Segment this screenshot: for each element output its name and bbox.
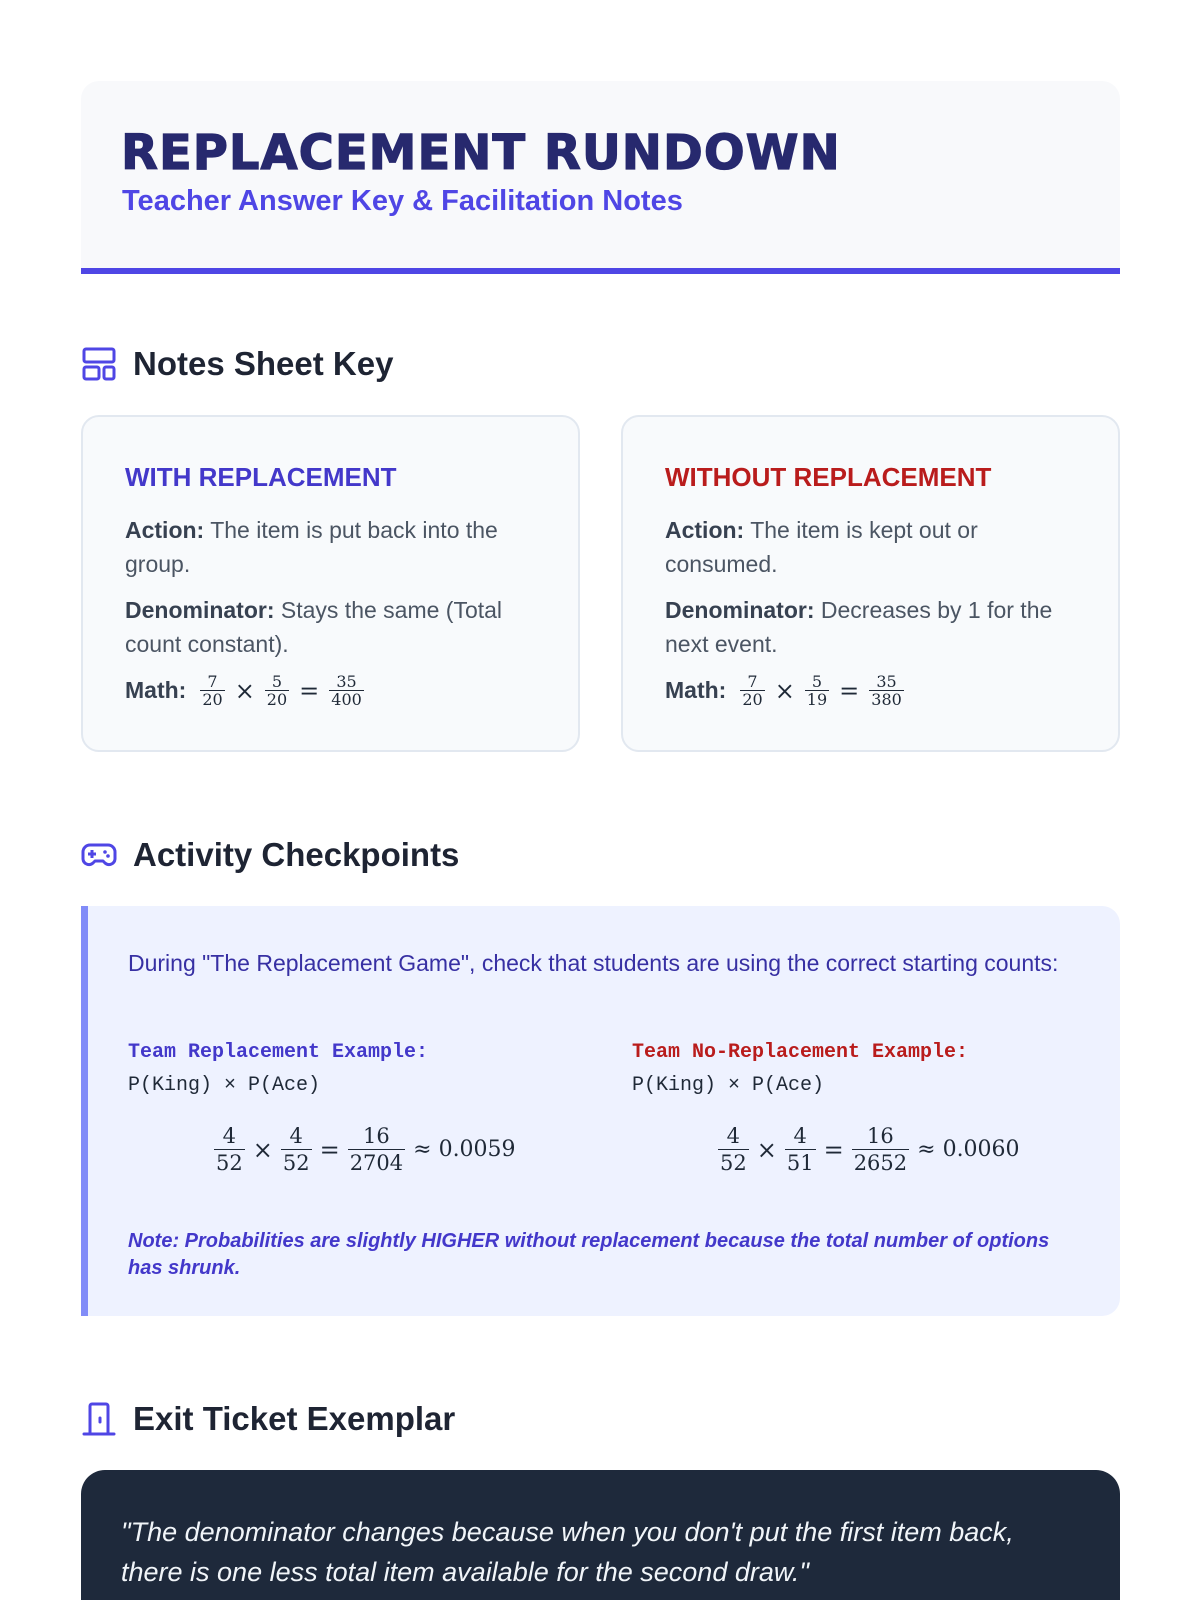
- team-no-replacement-calculation: $\frac{4}{52}$ × $\frac{4}{51}$ = $\frac{16}{2652}$ ≈ 0.0060: [720, 1124, 1020, 1175]
- exit-ticket-card: [81, 1470, 1120, 1600]
- fraction: $\frac{7}{20}$: [742, 672, 763, 709]
- team-no-replacement-label: Team No-Replacement Example:: [632, 1041, 969, 1064]
- with-replacement-title: WITH REPLACEMENT: [125, 462, 397, 492]
- without-action: Action: The item is kept out or consumed.: [665, 517, 978, 577]
- without-replacement-title: WITHOUT REPLACEMENT: [665, 462, 992, 492]
- fraction: $\frac{16}{2704}$: [349, 1124, 404, 1175]
- notes-section-title: Notes Sheet Key: [133, 345, 394, 382]
- gamepad-icon: [81, 837, 117, 873]
- layout-icon: [81, 346, 117, 382]
- fraction: $\frac{4}{52}$: [282, 1124, 310, 1175]
- team-replacement-expression: P(King) × P(Ace): [128, 1074, 321, 1097]
- exit-section-title: Exit Ticket Exemplar: [133, 1400, 456, 1437]
- fraction: $\frac{35}{400}$: [331, 672, 362, 709]
- with-replacement-card: [81, 415, 580, 752]
- fraction: $\frac{7}{20}$: [202, 672, 223, 709]
- activity-section-title: Activity Checkpoints: [133, 836, 460, 873]
- door-icon: [81, 1401, 117, 1437]
- with-action: Action: The item is put back into the group.: [125, 517, 498, 577]
- team-no-replacement-expression: P(King) × P(Ace): [632, 1074, 825, 1097]
- approx-value: ≈ 0.0060: [917, 1137, 1020, 1162]
- fraction: $\frac{4}{52}$: [720, 1124, 747, 1175]
- exit-section-heading: [81, 1400, 455, 1438]
- activity-panel: [81, 906, 1120, 1316]
- notes-section-heading: [81, 345, 393, 383]
- page-subtitle: Teacher Answer Key & Facilitation Notes: [122, 185, 683, 217]
- fraction: $\frac{16}{2652}$: [853, 1124, 908, 1175]
- activity-section-heading: [81, 836, 459, 874]
- page-header: [81, 81, 1120, 274]
- fraction: $\frac{4}{51}$: [786, 1124, 814, 1175]
- fraction: $\frac{5}{19}$: [806, 672, 828, 709]
- with-math: Math: $\frac{7}{20}$ × $\frac{5}{20}$ = $\frac{35}{400}$: [125, 672, 362, 709]
- team-replacement-label: Team Replacement Example:: [128, 1041, 429, 1064]
- exit-quote: "The denominator changes because when you don't put the first item back, there is one less total item available for the second draw.": [121, 1517, 1014, 1587]
- approx-value: ≈ 0.0059: [413, 1137, 516, 1162]
- without-replacement-card: [621, 415, 1120, 752]
- without-denominator: Denominator: Decreases by 1 for the next event.: [665, 597, 1053, 657]
- activity-intro: During "The Replacement Game", check that students are using the correct starting counts:: [128, 950, 1059, 976]
- without-math: Math: $\frac{7}{20}$ × $\frac{5}{19}$ = $\frac{35}{380}$: [665, 672, 902, 709]
- fraction: $\frac{35}{380}$: [871, 672, 902, 709]
- activity-note: Note: Probabilities are slightly HIGHER without replacement because the total number of options has shrunk.: [128, 1230, 1050, 1279]
- team-no-replacement-example: [632, 1041, 1052, 1176]
- with-denominator: Denominator: Stays the same (Total count constant).: [125, 597, 503, 657]
- team-replacement-example: [128, 1041, 548, 1176]
- team-replacement-calculation: $\frac{4}{52}$ × $\frac{4}{52}$ = $\frac{16}{2704}$ ≈ 0.0059: [216, 1124, 516, 1175]
- fraction: $\frac{5}{20}$: [266, 672, 288, 709]
- page-title: REPLACEMENT RUNDOWN: [121, 125, 841, 181]
- fraction: $\frac{4}{52}$: [216, 1124, 243, 1175]
